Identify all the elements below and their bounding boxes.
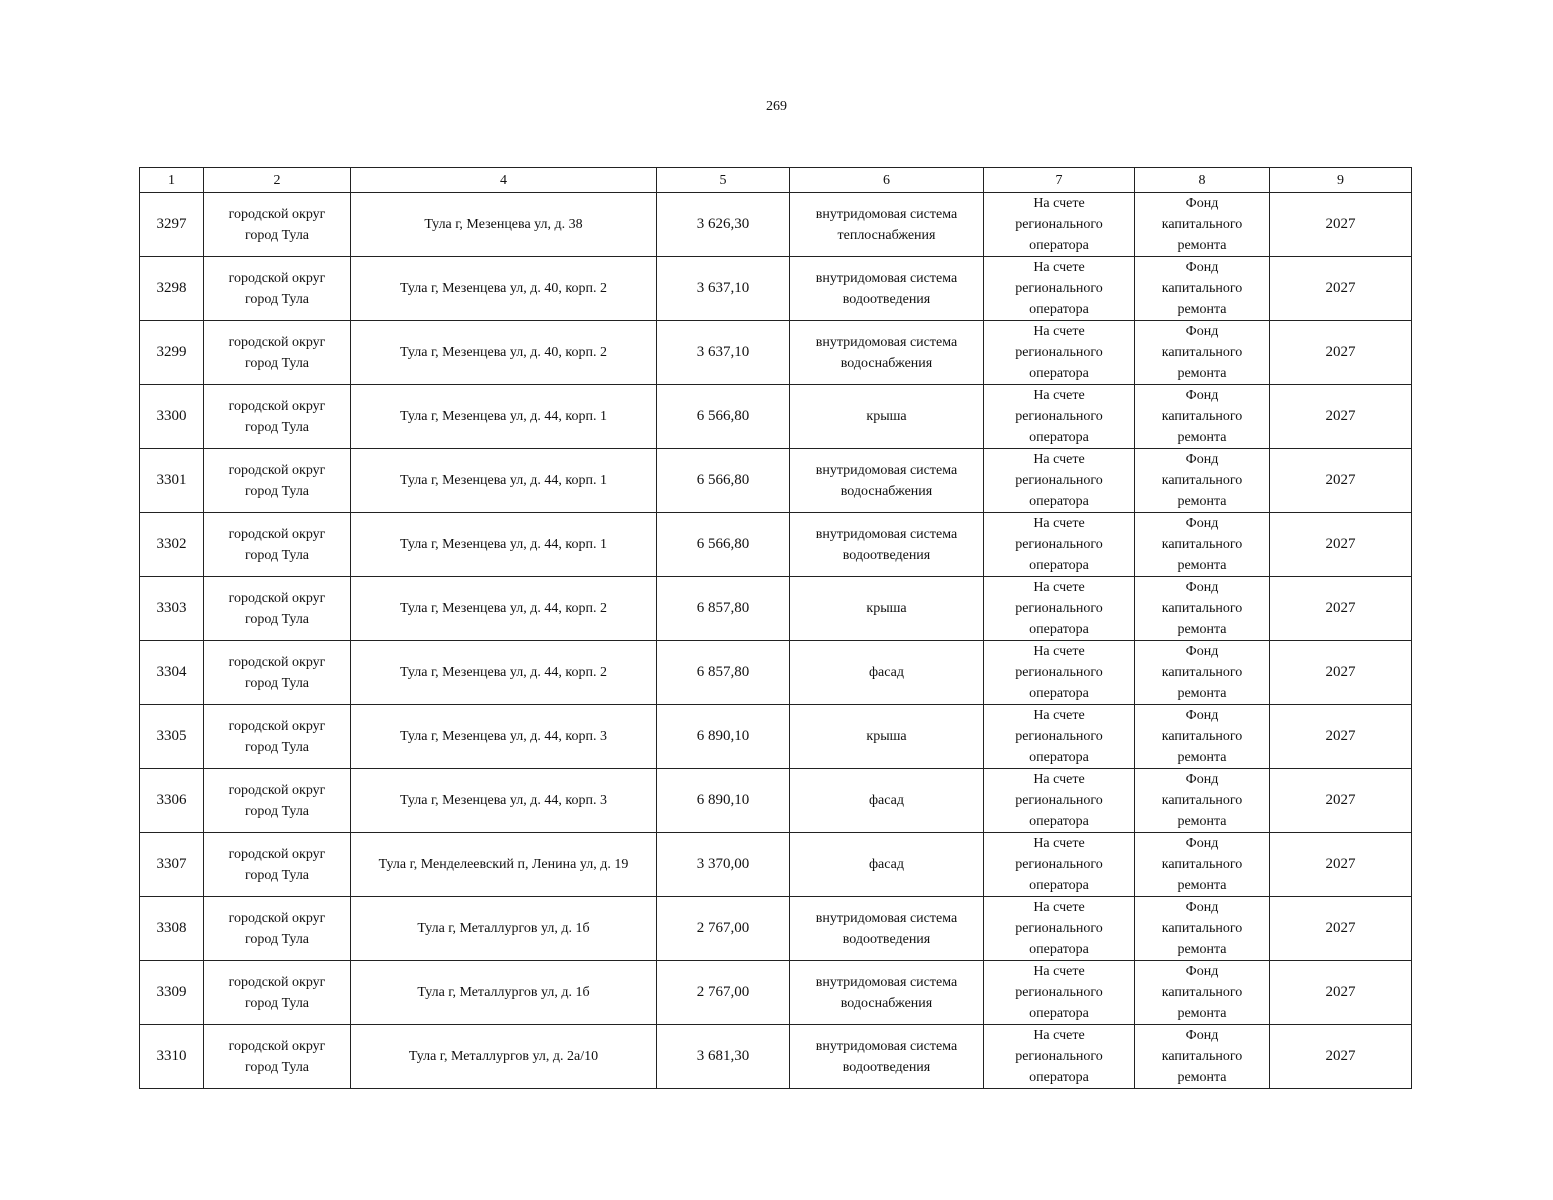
row-number-cell: 3300 xyxy=(140,385,204,449)
area-cell: 3 637,10 xyxy=(657,321,790,385)
row-number-cell: 3301 xyxy=(140,449,204,513)
area-cell: 6 857,80 xyxy=(657,641,790,705)
account-cell xyxy=(984,641,1135,705)
funding-source-cell xyxy=(1135,705,1270,769)
table-row xyxy=(140,705,1412,769)
work-type-cell xyxy=(790,961,984,1025)
funding-source-cell-line: капитального xyxy=(1161,473,1243,488)
work-type-cell-line: внутридомовая система xyxy=(815,206,958,222)
work-type-cell xyxy=(790,321,984,385)
funding-source-cell xyxy=(1135,577,1270,641)
work-type-cell-line: внутридомовая система xyxy=(815,974,958,990)
year-cell: 2027 xyxy=(1270,833,1412,897)
funding-source-cell-line: ремонта xyxy=(1177,302,1227,317)
funding-source-cell-line: капитального xyxy=(1161,729,1243,744)
funding-source-cell xyxy=(1135,257,1270,321)
header-cell-col-8: 8 xyxy=(1135,168,1270,193)
funding-source-cell-line: Фонд xyxy=(1185,388,1219,403)
municipality-cell xyxy=(204,833,351,897)
row-number-cell: 3297 xyxy=(140,193,204,257)
funding-source-cell xyxy=(1135,449,1270,513)
funding-source-cell-line: Фонд xyxy=(1185,324,1219,339)
municipality-cell-line: городской округ xyxy=(228,974,326,990)
funding-source-cell-line: Фонд xyxy=(1185,644,1219,659)
work-type-cell xyxy=(790,1025,984,1089)
municipality-cell-line: городской округ xyxy=(228,1038,326,1054)
table-row xyxy=(140,193,1412,257)
account-cell xyxy=(984,449,1135,513)
municipality-cell-line: город Тула xyxy=(244,675,310,691)
funding-source-cell-line: капитального xyxy=(1161,1049,1243,1064)
funding-source-cell-line: Фонд xyxy=(1185,900,1219,915)
funding-source-cell-line: ремонта xyxy=(1177,878,1227,893)
funding-source-cell-line: Фонд xyxy=(1185,452,1219,467)
address-cell: Тула г, Мезенцева ул, д. 44, корп. 1 xyxy=(351,513,657,577)
address-cell: Тула г, Мезенцева ул, д. 44, корп. 3 xyxy=(351,769,657,833)
year-cell: 2027 xyxy=(1270,769,1412,833)
work-type-cell xyxy=(790,577,984,641)
funding-source-cell-line: капитального xyxy=(1161,345,1243,360)
municipality-cell-line: город Тула xyxy=(244,291,310,307)
funding-source-cell-line: ремонта xyxy=(1177,750,1227,765)
account-cell-line: оператора xyxy=(1029,302,1089,317)
municipality-cell xyxy=(204,769,351,833)
work-type-cell xyxy=(790,257,984,321)
account-cell xyxy=(984,897,1135,961)
funding-source-cell-line: ремонта xyxy=(1177,942,1227,957)
municipality-cell-line: городской округ xyxy=(228,398,326,414)
work-type-cell-line: внутридомовая система xyxy=(815,910,958,926)
account-cell-line: регионального xyxy=(1015,985,1103,1000)
account-cell xyxy=(984,1025,1135,1089)
account-cell-line: регионального xyxy=(1015,601,1103,616)
funding-source-cell xyxy=(1135,833,1270,897)
area-cell: 6 566,80 xyxy=(657,449,790,513)
header-cell-col-7: 7 xyxy=(984,168,1135,193)
municipality-cell-line: городской округ xyxy=(228,462,326,478)
area-cell: 6 566,80 xyxy=(657,513,790,577)
table-body xyxy=(140,193,1412,1089)
municipality-cell-line: городской округ xyxy=(228,526,326,542)
account-cell-line: регионального xyxy=(1015,857,1103,872)
funding-source-cell-line: ремонта xyxy=(1177,494,1227,509)
account-cell-line: регионального xyxy=(1015,281,1103,296)
municipality-cell-line: городской округ xyxy=(228,782,326,798)
account-cell xyxy=(984,769,1135,833)
table-row xyxy=(140,641,1412,705)
municipality-cell-line: город Тула xyxy=(244,419,310,435)
funding-source-cell xyxy=(1135,641,1270,705)
funding-source-cell-line: капитального xyxy=(1161,601,1243,616)
work-type-cell-line: крыша xyxy=(866,601,907,616)
work-type-cell xyxy=(790,833,984,897)
table-row xyxy=(140,1025,1412,1089)
account-cell-line: регионального xyxy=(1015,409,1103,424)
funding-source-cell-line: ремонта xyxy=(1177,622,1227,637)
account-cell-line: На счете xyxy=(1033,452,1085,467)
area-cell: 3 626,30 xyxy=(657,193,790,257)
header-cell-col-6: 6 xyxy=(790,168,984,193)
municipality-cell-line: городской округ xyxy=(228,334,326,350)
account-cell-line: оператора xyxy=(1029,1006,1089,1021)
work-type-cell-line: водоснабжения xyxy=(840,995,933,1011)
municipality-cell-line: городской округ xyxy=(228,270,326,286)
year-cell: 2027 xyxy=(1270,449,1412,513)
funding-source-cell xyxy=(1135,897,1270,961)
funding-source-cell xyxy=(1135,1025,1270,1089)
municipality-cell xyxy=(204,321,351,385)
work-type-cell-line: внутридомовая система xyxy=(815,270,958,286)
table-row xyxy=(140,513,1412,577)
year-cell: 2027 xyxy=(1270,961,1412,1025)
funding-source-cell xyxy=(1135,513,1270,577)
row-number-cell: 3298 xyxy=(140,257,204,321)
account-cell xyxy=(984,321,1135,385)
row-number-cell: 3304 xyxy=(140,641,204,705)
municipality-cell xyxy=(204,641,351,705)
work-type-cell-line: внутридомовая система xyxy=(815,526,958,542)
municipality-cell-line: город Тула xyxy=(244,611,310,627)
funding-source-cell-line: капитального xyxy=(1161,921,1243,936)
year-cell: 2027 xyxy=(1270,513,1412,577)
funding-source-cell-line: ремонта xyxy=(1177,1070,1227,1085)
address-cell: Тула г, Мезенцева ул, д. 40, корп. 2 xyxy=(351,321,657,385)
account-cell-line: оператора xyxy=(1029,814,1089,829)
address-cell: Тула г, Мезенцева ул, д. 44, корп. 2 xyxy=(351,577,657,641)
municipality-cell xyxy=(204,897,351,961)
work-type-cell xyxy=(790,641,984,705)
work-type-cell xyxy=(790,769,984,833)
year-cell: 2027 xyxy=(1270,257,1412,321)
address-cell: Тула г, Мезенцева ул, д. 44, корп. 2 xyxy=(351,641,657,705)
account-cell-line: регионального xyxy=(1015,217,1103,232)
work-type-cell-line: фасад xyxy=(868,665,904,680)
row-number-cell: 3306 xyxy=(140,769,204,833)
year-cell: 2027 xyxy=(1270,321,1412,385)
work-type-cell xyxy=(790,513,984,577)
municipality-cell xyxy=(204,577,351,641)
account-cell-line: На счете xyxy=(1033,580,1085,595)
table-row xyxy=(140,769,1412,833)
account-cell-line: оператора xyxy=(1029,878,1089,893)
funding-source-cell-line: капитального xyxy=(1161,537,1243,552)
municipality-cell-line: городской округ xyxy=(228,718,326,734)
municipality-cell-line: город Тула xyxy=(244,227,310,243)
account-cell-line: оператора xyxy=(1029,366,1089,381)
row-number-cell: 3310 xyxy=(140,1025,204,1089)
account-cell-line: регионального xyxy=(1015,473,1103,488)
capital-repair-table xyxy=(139,167,1412,1089)
account-cell-line: На счете xyxy=(1033,324,1085,339)
header-cell-col-9: 9 xyxy=(1270,168,1412,193)
account-cell-line: На счете xyxy=(1033,708,1085,723)
municipality-cell xyxy=(204,961,351,1025)
account-cell-line: регионального xyxy=(1015,1049,1103,1064)
municipality-cell xyxy=(204,385,351,449)
area-cell: 3 637,10 xyxy=(657,257,790,321)
address-cell: Тула г, Мезенцева ул, д. 44, корп. 1 xyxy=(351,385,657,449)
funding-source-cell xyxy=(1135,961,1270,1025)
table-row xyxy=(140,385,1412,449)
address-cell: Тула г, Металлургов ул, д. 1б xyxy=(351,897,657,961)
funding-source-cell-line: капитального xyxy=(1161,793,1243,808)
account-cell xyxy=(984,257,1135,321)
account-cell-line: На счете xyxy=(1033,260,1085,275)
row-number-cell: 3307 xyxy=(140,833,204,897)
row-number-cell: 3299 xyxy=(140,321,204,385)
year-cell: 2027 xyxy=(1270,385,1412,449)
account-cell-line: На счете xyxy=(1033,1028,1085,1043)
page-number: 269 xyxy=(766,99,787,114)
work-type-cell xyxy=(790,193,984,257)
work-type-cell-line: фасад xyxy=(868,857,904,872)
header-cell-col-1: 1 xyxy=(140,168,204,193)
table-row xyxy=(140,897,1412,961)
header-cell-col-4: 4 xyxy=(351,168,657,193)
funding-source-cell-line: ремонта xyxy=(1177,558,1227,573)
work-type-cell-line: водоотведения xyxy=(842,1059,931,1075)
municipality-cell xyxy=(204,705,351,769)
account-cell-line: регионального xyxy=(1015,345,1103,360)
municipality-cell-line: городской округ xyxy=(228,846,326,862)
header-row xyxy=(140,168,1412,193)
account-cell-line: На счете xyxy=(1033,964,1085,979)
year-cell: 2027 xyxy=(1270,193,1412,257)
funding-source-cell-line: Фонд xyxy=(1185,772,1219,787)
account-cell-line: На счете xyxy=(1033,516,1085,531)
account-cell-line: оператора xyxy=(1029,686,1089,701)
table-row xyxy=(140,961,1412,1025)
account-cell-line: На счете xyxy=(1033,836,1085,851)
funding-source-cell-line: капитального xyxy=(1161,665,1243,680)
municipality-cell-line: городской округ xyxy=(228,590,326,606)
area-cell: 6 890,10 xyxy=(657,769,790,833)
funding-source-cell-line: Фонд xyxy=(1185,964,1219,979)
municipality-cell-line: город Тула xyxy=(244,547,310,563)
account-cell-line: На счете xyxy=(1033,388,1085,403)
year-cell: 2027 xyxy=(1270,641,1412,705)
address-cell: Тула г, Менделеевский п, Ленина ул, д. 19 xyxy=(351,833,657,897)
work-type-cell-line: теплоснабжения xyxy=(837,227,936,243)
account-cell xyxy=(984,833,1135,897)
work-type-cell-line: водоотведения xyxy=(842,547,931,563)
funding-source-cell-line: Фонд xyxy=(1185,516,1219,531)
area-cell: 2 767,00 xyxy=(657,961,790,1025)
municipality-cell-line: городской округ xyxy=(228,910,326,926)
work-type-cell-line: внутридомовая система xyxy=(815,462,958,478)
municipality-cell-line: город Тула xyxy=(244,355,310,371)
funding-source-cell xyxy=(1135,193,1270,257)
work-type-cell xyxy=(790,449,984,513)
funding-source-cell xyxy=(1135,321,1270,385)
municipality-cell-line: городской округ xyxy=(228,654,326,670)
funding-source-cell xyxy=(1135,769,1270,833)
account-cell xyxy=(984,385,1135,449)
account-cell-line: На счете xyxy=(1033,900,1085,915)
row-number-cell: 3305 xyxy=(140,705,204,769)
funding-source-cell-line: Фонд xyxy=(1185,708,1219,723)
municipality-cell-line: город Тула xyxy=(244,931,310,947)
account-cell-line: оператора xyxy=(1029,238,1089,253)
work-type-cell-line: фасад xyxy=(868,793,904,808)
municipality-cell xyxy=(204,1025,351,1089)
municipality-cell-line: город Тула xyxy=(244,867,310,883)
funding-source-cell-line: ремонта xyxy=(1177,366,1227,381)
work-type-cell xyxy=(790,705,984,769)
account-cell-line: регионального xyxy=(1015,921,1103,936)
municipality-cell xyxy=(204,513,351,577)
account-cell xyxy=(984,961,1135,1025)
work-type-cell-line: внутридомовая система xyxy=(815,334,958,350)
account-cell-line: оператора xyxy=(1029,494,1089,509)
year-cell: 2027 xyxy=(1270,1025,1412,1089)
municipality-cell-line: городской округ xyxy=(228,206,326,222)
header-cell-col-5: 5 xyxy=(657,168,790,193)
area-cell: 2 767,00 xyxy=(657,897,790,961)
address-cell: Тула г, Металлургов ул, д. 1б xyxy=(351,961,657,1025)
work-type-cell-line: водоснабжения xyxy=(840,483,933,499)
row-number-cell: 3309 xyxy=(140,961,204,1025)
table-row xyxy=(140,577,1412,641)
year-cell: 2027 xyxy=(1270,577,1412,641)
funding-source-cell-line: ремонта xyxy=(1177,430,1227,445)
area-cell: 3 370,00 xyxy=(657,833,790,897)
address-cell: Тула г, Мезенцева ул, д. 38 xyxy=(351,193,657,257)
area-cell: 3 681,30 xyxy=(657,1025,790,1089)
address-cell: Тула г, Металлургов ул, д. 2а/10 xyxy=(351,1025,657,1089)
funding-source-cell-line: Фонд xyxy=(1185,836,1219,851)
area-cell: 6 566,80 xyxy=(657,385,790,449)
table-header xyxy=(140,168,1412,193)
municipality-cell-line: город Тула xyxy=(244,1059,310,1075)
funding-source-cell-line: капитального xyxy=(1161,409,1243,424)
account-cell-line: На счете xyxy=(1033,644,1085,659)
account-cell xyxy=(984,577,1135,641)
account-cell xyxy=(984,193,1135,257)
work-type-cell xyxy=(790,385,984,449)
funding-source-cell-line: ремонта xyxy=(1177,686,1227,701)
funding-source-cell-line: Фонд xyxy=(1185,580,1219,595)
municipality-cell xyxy=(204,449,351,513)
account-cell-line: На счете xyxy=(1033,196,1085,211)
account-cell-line: регионального xyxy=(1015,537,1103,552)
table-row xyxy=(140,257,1412,321)
funding-source-cell-line: ремонта xyxy=(1177,238,1227,253)
address-cell: Тула г, Мезенцева ул, д. 40, корп. 2 xyxy=(351,257,657,321)
work-type-cell-line: водоотведения xyxy=(842,931,931,947)
year-cell: 2027 xyxy=(1270,705,1412,769)
row-number-cell: 3308 xyxy=(140,897,204,961)
work-type-cell-line: крыша xyxy=(866,409,907,424)
municipality-cell xyxy=(204,257,351,321)
funding-source-cell-line: капитального xyxy=(1161,281,1243,296)
account-cell xyxy=(984,513,1135,577)
funding-source-cell-line: капитального xyxy=(1161,985,1243,1000)
funding-source-cell xyxy=(1135,385,1270,449)
work-type-cell xyxy=(790,897,984,961)
account-cell-line: оператора xyxy=(1029,1070,1089,1085)
row-number-cell: 3303 xyxy=(140,577,204,641)
funding-source-cell-line: капитального xyxy=(1161,857,1243,872)
account-cell-line: регионального xyxy=(1015,729,1103,744)
address-cell: Тула г, Мезенцева ул, д. 44, корп. 1 xyxy=(351,449,657,513)
account-cell-line: оператора xyxy=(1029,558,1089,573)
table-row xyxy=(140,449,1412,513)
row-number-cell: 3302 xyxy=(140,513,204,577)
area-cell: 6 857,80 xyxy=(657,577,790,641)
account-cell-line: оператора xyxy=(1029,750,1089,765)
work-type-cell-line: внутридомовая система xyxy=(815,1038,958,1054)
year-cell: 2027 xyxy=(1270,897,1412,961)
municipality-cell-line: город Тула xyxy=(244,995,310,1011)
account-cell-line: оператора xyxy=(1029,942,1089,957)
area-cell: 6 890,10 xyxy=(657,705,790,769)
account-cell-line: регионального xyxy=(1015,665,1103,680)
funding-source-cell-line: Фонд xyxy=(1185,260,1219,275)
municipality-cell-line: город Тула xyxy=(244,803,310,819)
municipality-cell-line: город Тула xyxy=(244,483,310,499)
funding-source-cell-line: капитального xyxy=(1161,217,1243,232)
municipality-cell-line: город Тула xyxy=(244,739,310,755)
work-type-cell-line: водоснабжения xyxy=(840,355,933,371)
account-cell xyxy=(984,705,1135,769)
funding-source-cell-line: Фонд xyxy=(1185,196,1219,211)
account-cell-line: регионального xyxy=(1015,793,1103,808)
work-type-cell-line: водоотведения xyxy=(842,291,931,307)
table-row xyxy=(140,321,1412,385)
funding-source-cell-line: Фонд xyxy=(1185,1028,1219,1043)
address-cell: Тула г, Мезенцева ул, д. 44, корп. 3 xyxy=(351,705,657,769)
funding-source-cell-line: ремонта xyxy=(1177,814,1227,829)
municipality-cell xyxy=(204,193,351,257)
account-cell-line: оператора xyxy=(1029,622,1089,637)
funding-source-cell-line: ремонта xyxy=(1177,1006,1227,1021)
account-cell-line: На счете xyxy=(1033,772,1085,787)
account-cell-line: оператора xyxy=(1029,430,1089,445)
work-type-cell-line: крыша xyxy=(866,729,907,744)
table-row xyxy=(140,833,1412,897)
header-cell-col-2: 2 xyxy=(204,168,351,193)
